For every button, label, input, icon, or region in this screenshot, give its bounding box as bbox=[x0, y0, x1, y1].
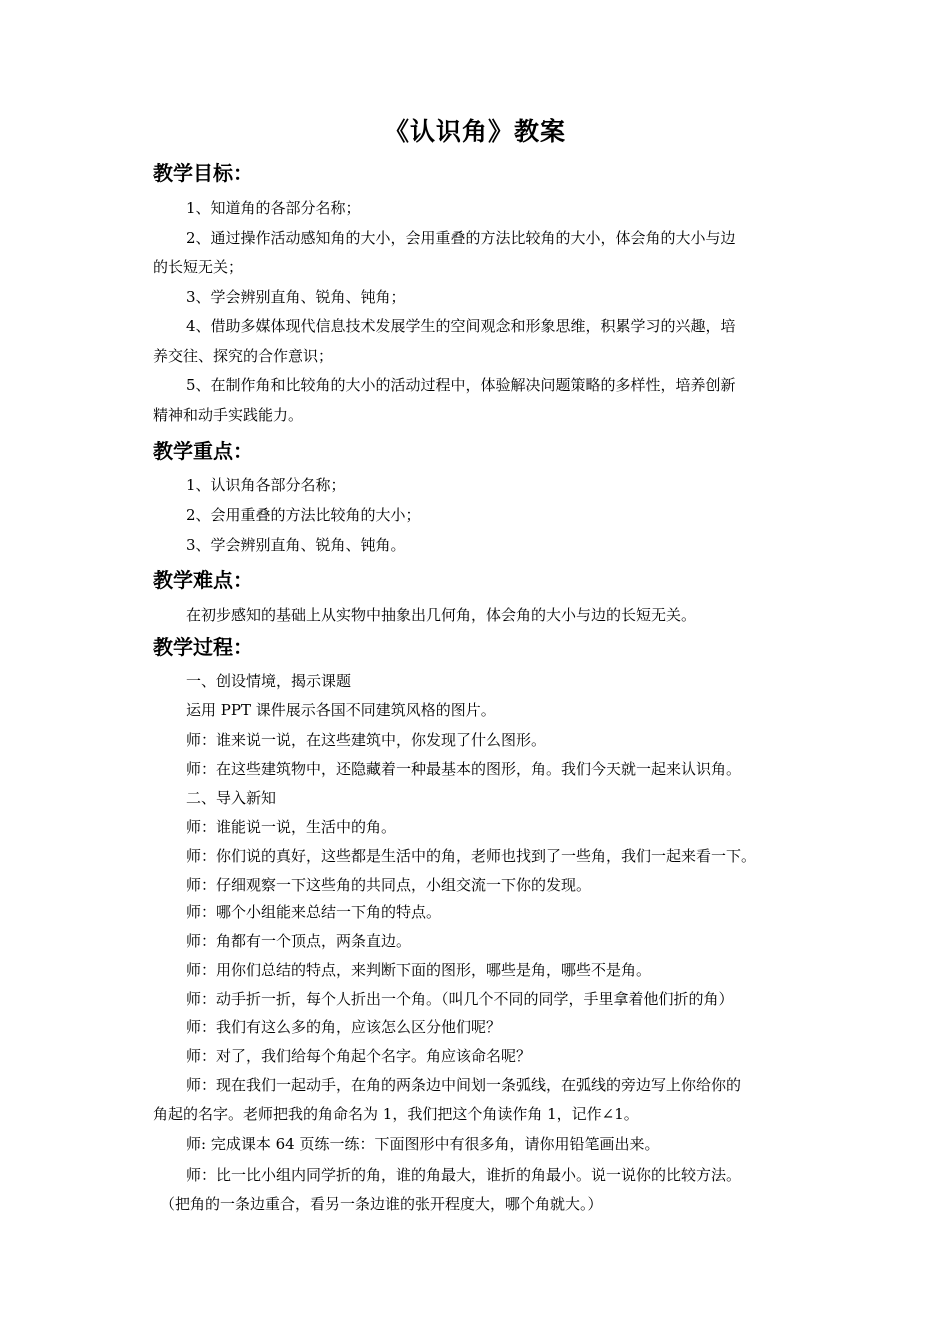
heading-key-points: 教学重点： bbox=[153, 439, 253, 463]
document-title: 《认识角》教案 bbox=[383, 117, 566, 146]
heading-objectives: 教学目标： bbox=[153, 161, 253, 185]
process-line: 师: 完成课本 64 页练一练：下面图形中有很多角，请你用铅笔画出来。 bbox=[186, 1135, 660, 1153]
heading-process: 教学过程： bbox=[153, 635, 253, 659]
key-point-line: 3、学会辨别直角、锐角、钝角。 bbox=[186, 536, 406, 554]
process-line: 师：在这些建筑物中，还隐藏着一种最基本的图形，角。我们今天就一起来认识角。 bbox=[186, 760, 742, 778]
process-line: 师：比一比小组内同学折的角，谁的角最大，谁折的角最小。说一说你的比较方法。 bbox=[186, 1166, 742, 1184]
process-line: 师：动手折一折，每个人折出一个角。（叫几个不同的同学，手里拿着他们折的角） bbox=[186, 990, 734, 1008]
process-line: （把角的一条边重合，看另一条边谁的张开程度大，哪个角就大。） bbox=[160, 1195, 603, 1213]
process-line: 师：我们有这么多的角，应该怎么区分他们呢？ bbox=[186, 1018, 502, 1036]
objective-line: 3、学会辨别直角、锐角、钝角； bbox=[186, 288, 406, 306]
process-line: 师：用你们总结的特点，来判断下面的图形，哪些是角，哪些不是角。 bbox=[186, 961, 652, 979]
process-line: 师：哪个小组能来总结一下角的特点。 bbox=[186, 903, 442, 921]
process-line: 师：谁能说一说，生活中的角。 bbox=[186, 818, 397, 836]
objective-line: 的长短无关； bbox=[153, 258, 244, 276]
objective-line: 4、借助多媒体现代信息技术发展学生的空间观念和形象思维，积累学习的兴趣，培 bbox=[186, 317, 736, 335]
objective-line: 2、通过操作活动感知角的大小，会用重叠的方法比较角的大小，体会角的大小与边 bbox=[186, 229, 736, 247]
process-line: 一、创设情境，揭示课题 bbox=[186, 672, 352, 690]
process-line: 师：对了，我们给每个角起个名字。角应该命名呢？ bbox=[186, 1047, 532, 1065]
objective-line: 养交往、探究的合作意识； bbox=[153, 347, 334, 365]
process-line: 师：角都有一个顶点，两条直边。 bbox=[186, 932, 412, 950]
key-point-line: 1、认识角各部分名称； bbox=[186, 476, 346, 494]
process-line: 师：你们说的真好，这些都是生活中的角，老师也找到了一些角，我们一起来看一下。 bbox=[186, 847, 757, 865]
process-line: 角起的名字。老师把我的角命名为 1，我们把这个角读作角 1，记作∠1。 bbox=[153, 1105, 639, 1123]
objective-line: 精神和动手实践能力。 bbox=[153, 406, 304, 424]
heading-difficulties: 教学难点： bbox=[153, 568, 253, 592]
difficulty-line: 在初步感知的基础上从实物中抽象出几何角，体会角的大小与边的长短无关。 bbox=[186, 606, 697, 624]
process-line: 运用 PPT 课件展示各国不同建筑风格的图片。 bbox=[186, 701, 496, 719]
objective-line: 1、知道角的各部分名称； bbox=[186, 199, 361, 217]
objective-line: 5、在制作角和比较角的大小的活动过程中，体验解决问题策略的多样性，培养创新 bbox=[186, 376, 736, 394]
process-line: 师：谁来说一说，在这些建筑中，你发现了什么图形。 bbox=[186, 731, 547, 749]
process-line: 师：仔细观察一下这些角的共同点，小组交流一下你的发现。 bbox=[186, 876, 592, 894]
key-point-line: 2、会用重叠的方法比较角的大小； bbox=[186, 506, 421, 524]
process-line: 师：现在我们一起动手，在角的两条边中间划一条弧线，在弧线的旁边写上你给你的 bbox=[186, 1076, 742, 1094]
process-line: 二、导入新知 bbox=[186, 789, 277, 807]
